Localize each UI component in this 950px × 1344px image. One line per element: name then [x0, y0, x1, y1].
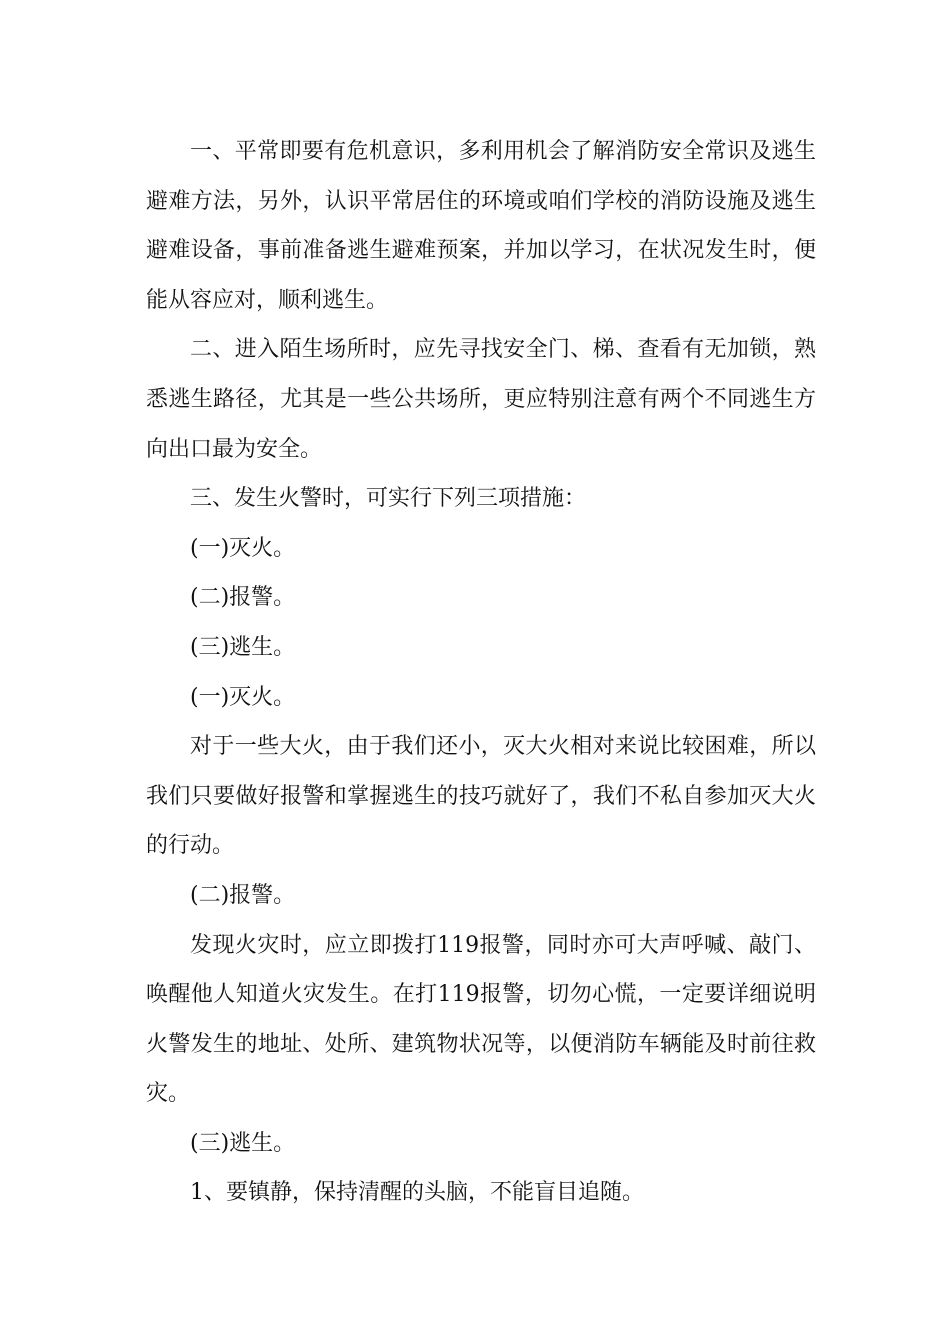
section-heading-escape: (三)逃生。	[190, 1130, 296, 1156]
paragraph-2: 二、进入陌生场所时，应先寻找安全门、梯、查看有无加锁，熟悉逃生路径，尤其是一些公共场所，更应特别注意有两个不同逃生方向出口最为安全。	[146, 337, 816, 462]
section-heading-alarm: (二)报警。	[190, 882, 296, 908]
list-item-alarm: (二)报警。	[190, 585, 296, 611]
paragraph-alarm: 发现火灾时，应立即拨打119报警，同时亦可大声呼喊、敲门、唤醒他人知道火灾发生。在打119报警，切勿心慌，一定要详细说明火警发生的地址、处所、建筑物状况等，以便消防车辆能及时前往救灾。	[146, 932, 816, 1107]
paragraph-1: 一、平常即要有危机意识，多利用机会了解消防安全常识及逃生避难方法，另外，认识平常居住的环境或咱们学校的消防设施及逃生避难设备，事前准备逃生避难预案，并加以学习，在状况发生时，便能从容应对，顺利逃生。	[146, 139, 816, 313]
paragraph-3: 三、发生火警时，可实行下列三项措施：	[190, 486, 587, 512]
paragraph-extinguish: 对于一些大火，由于我们还小，灭大火相对来说比较困难，所以我们只要做好报警和掌握逃生的技巧就好了，我们不私自参加灭大火的行动。	[146, 734, 816, 859]
list-item-extinguish: (一)灭火。	[190, 535, 296, 561]
list-item-escape: (三)逃生。	[190, 634, 296, 660]
paragraph-escape-1: 1、要镇静，保持清醒的头脑，不能盲目追随。	[190, 1180, 644, 1206]
section-heading-extinguish: (一)灭火。	[190, 684, 296, 710]
body-text	[146, 127, 816, 1218]
